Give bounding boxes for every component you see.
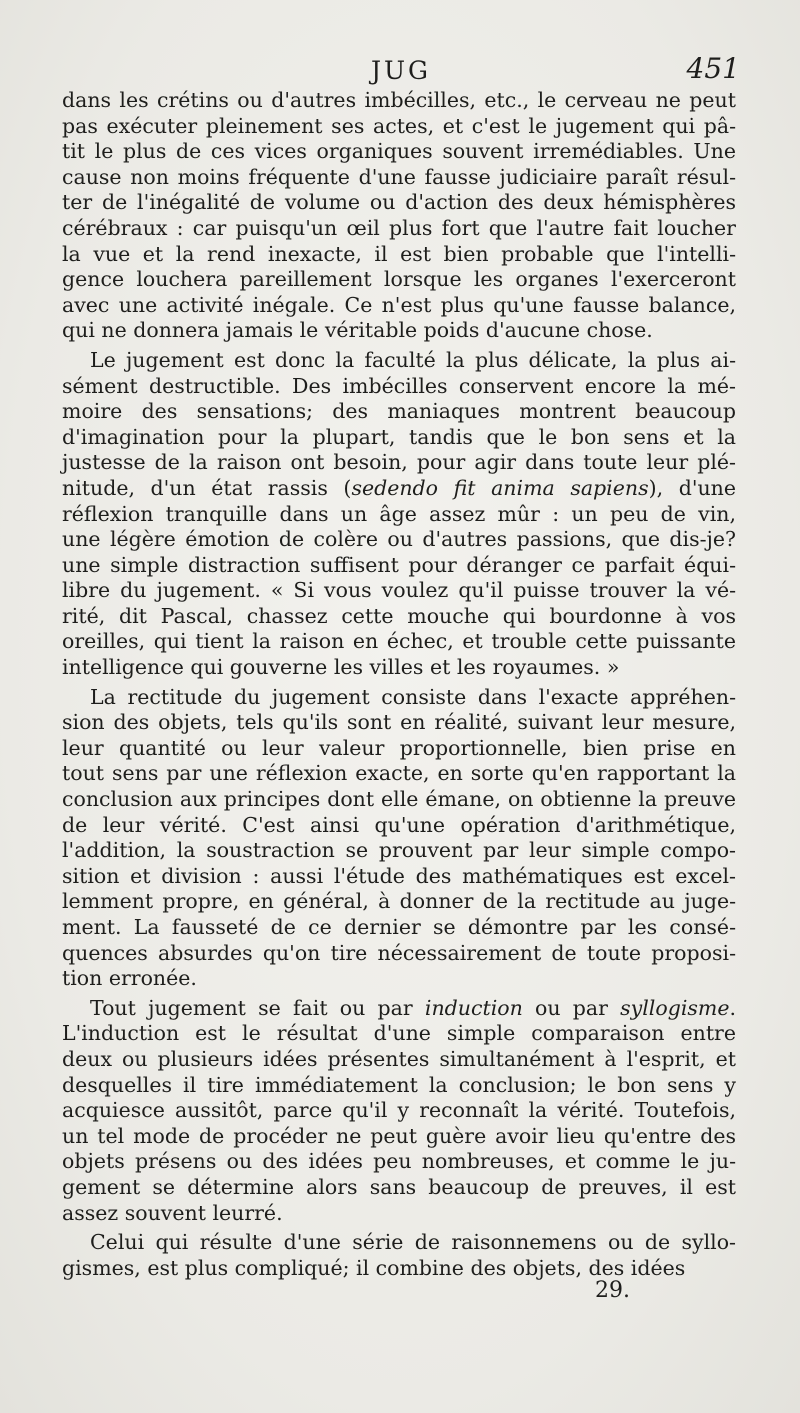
text-line: justesse de la raison ont besoin, pour agir dans toute leur plé-: [62, 450, 736, 475]
text-line: un tel mode de procéder ne peut guère avoir lieu qu'entre des: [62, 1123, 736, 1148]
text-line: Tout jugement se fait ou par induction ou par syllogisme.: [90, 995, 736, 1020]
text-line: dans les crétins ou d'autres imbécilles, etc., le cerveau ne peut: [62, 88, 736, 112]
signature-mark: 29.: [595, 1278, 630, 1303]
text-line: L'induction est le résultat d'une simple comparaison entre: [62, 1021, 736, 1046]
text-line: tout sens par une réflexion exacte, en sorte qu'en rapportant la: [62, 761, 736, 786]
text-line: gismes, est plus compliqué; il combine des objets, des idées: [62, 1255, 686, 1280]
running-head: [62, 52, 740, 92]
text-line: quences absurdes qu'on tire nécessairement de toute proposi-: [62, 940, 736, 965]
text-line: conclusion aux principes dont elle émane, on obtienne la preuve: [62, 787, 736, 812]
text-line: oreilles, qui tient la raison en échec, et trouble cette puissante: [62, 629, 736, 654]
body-text: [62, 88, 736, 1281]
text-line: sion des objets, tels qu'ils sont en réalité, suivant leur mesure,: [62, 710, 736, 735]
text-line: La rectitude du jugement consiste dans l'exacte appréhen-: [90, 684, 736, 709]
text-line: acquiesce aussitôt, parce qu'il y reconnaît la vérité. Toutefois,: [62, 1098, 736, 1123]
text-line: lemment propre, en général, à donner de la rectitude au juge-: [62, 889, 736, 914]
text-line: qui ne donnera jamais le véritable poids d'aucune chose.: [62, 318, 653, 343]
text-line: l'addition, la soustraction se prouvent par leur simple compo-: [62, 838, 736, 863]
text-line: cause non moins fréquente d'une fausse judiciaire paraît résul-: [62, 164, 736, 189]
text-line: réflexion tranquille dans un âge assez mûr : un peu de vin,: [62, 501, 736, 526]
text-line: une légère émotion de colère ou d'autres passions, que dis-je?: [62, 527, 736, 552]
text-line: sition et division : aussi l'étude des mathématiques est excel-: [62, 863, 736, 888]
text-line: cérébraux : car puisqu'un œil plus fort que l'autre fait loucher: [62, 215, 736, 240]
paragraph: [62, 88, 736, 344]
text-line: avec une activité inégale. Ce n'est plus qu'une fausse balance,: [62, 292, 736, 317]
text-line: desquelles il tire immédiatement la conclusion; le bon sens y: [62, 1072, 736, 1097]
text-line: la vue et la rend inexacte, il est bien probable que l'intelli-: [62, 241, 736, 266]
text-line: objets présens ou des idées peu nombreuses, et comme le ju-: [62, 1149, 736, 1174]
text-line: gement se détermine alors sans beaucoup de preuves, il est: [62, 1174, 736, 1199]
text-line: rité, dit Pascal, chassez cette mouche qui bourdonne à vos: [62, 603, 736, 628]
text-line: Le jugement est donc la faculté la plus délicate, la plus ai-: [90, 347, 736, 372]
text-line: d'imagination pour la plupart, tandis que le bon sens et la: [62, 424, 736, 449]
text-line: ter de l'inégalité de volume ou d'action des deux hémisphères: [62, 190, 736, 215]
text-line: deux ou plusieurs idées présentes simultanément à l'esprit, et: [62, 1046, 736, 1071]
text-line: une simple distraction suffisent pour déranger ce parfait équi-: [62, 552, 736, 577]
paragraph: [62, 1230, 736, 1281]
running-head-title: JUG: [370, 56, 432, 85]
text-line: libre du jugement. « Si vous voulez qu'il puisse trouver la vé-: [62, 578, 736, 603]
text-line: leur quantité ou leur valeur proportionnelle, bien prise en: [62, 735, 736, 760]
paragraph: [62, 685, 736, 992]
text-line: assez souvent leurré.: [62, 1200, 283, 1225]
text-line: gence louchera pareillement lorsque les organes l'exerceront: [62, 267, 736, 292]
text-line: tit le plus de ces vices organiques souvent irremédiables. Une: [62, 139, 736, 164]
text-line: nitude, d'un état rassis (sedendo fit anima sapiens), d'une: [62, 475, 736, 500]
page-number: 451: [686, 52, 740, 85]
paragraph: [62, 348, 736, 681]
text-line: de leur vérité. C'est ainsi qu'une opération d'arithmétique,: [62, 812, 736, 837]
text-line: ment. La fausseté de ce dernier se démontre par les consé-: [62, 915, 736, 939]
text-line: Celui qui résulte d'une série de raisonnemens ou de syllo-: [90, 1230, 736, 1255]
text-line: sément destructible. Des imbécilles conservent encore la mé-: [62, 373, 736, 398]
paragraph: [62, 996, 736, 1226]
text-line: intelligence qui gouverne les villes et les royaumes. »: [62, 655, 620, 680]
text-line: pas exécuter pleinement ses actes, et c'est le jugement qui pâ-: [62, 113, 736, 138]
text-line: moire des sensations; des maniaques montrent beaucoup: [62, 399, 736, 424]
text-line: tion erronée.: [62, 966, 197, 991]
